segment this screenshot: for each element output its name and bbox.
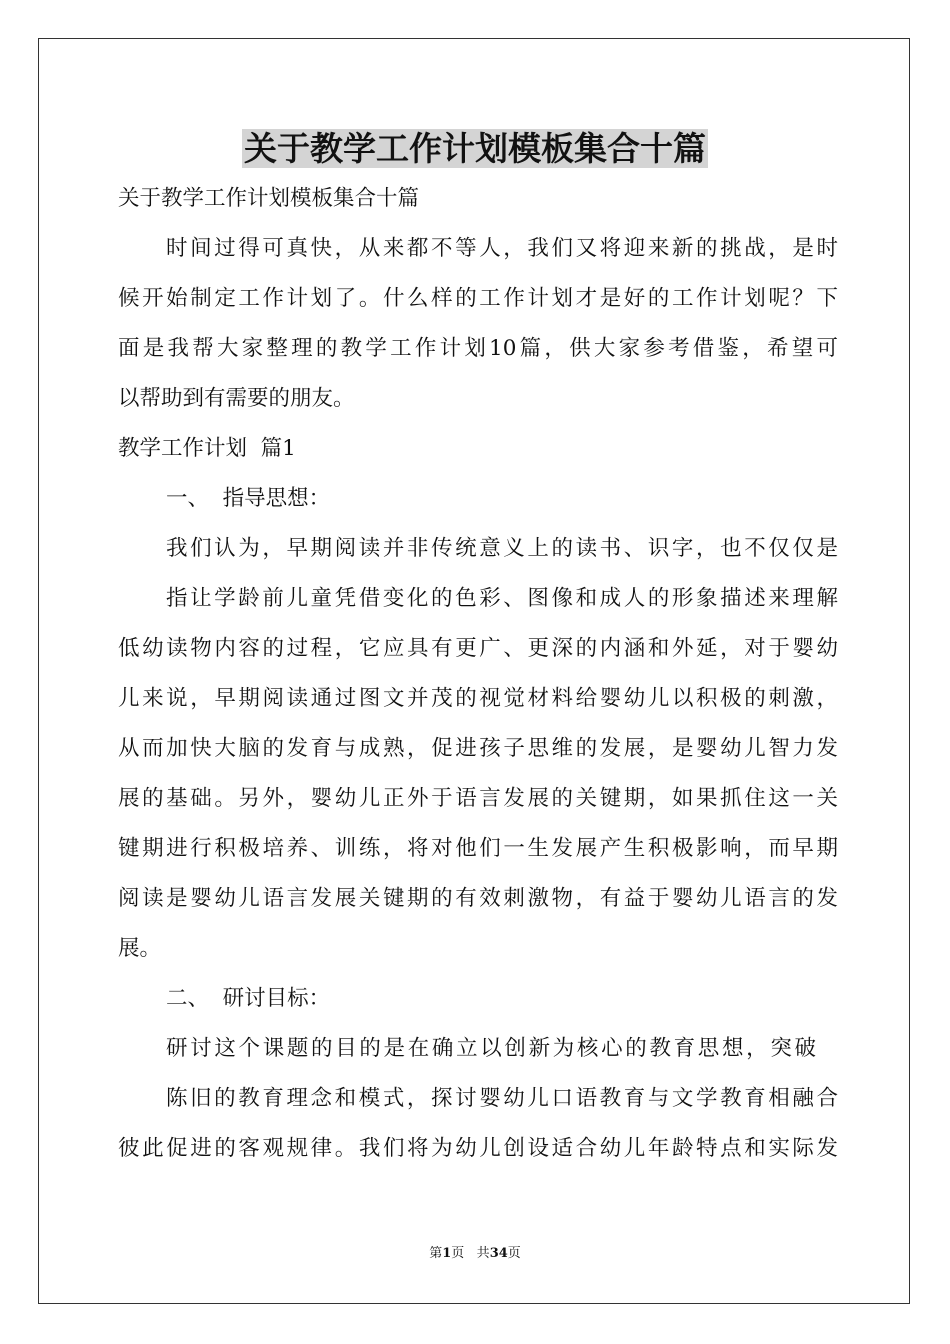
page-footer [0,1245,950,1263]
subtitle-line: 关于教学工作计划模板集合十篇 [118,186,420,211]
footer-page-number: 1 [442,1246,452,1261]
footer-total-suffix: 页 [507,1246,521,1261]
footer-page-suffix: 页 [451,1246,465,1261]
page-border [38,38,910,1304]
paragraph-line: 指让学龄前儿童凭借变化的色彩、图像和成人的形象描述来理解 [166,586,838,611]
paragraph-line: 从而加快大脑的发育与成熟，促进孩子思维的发展，是婴幼儿智力发 [118,736,838,761]
paragraph-line: 展。 [118,936,162,961]
footer-total-prefix: 共 [476,1246,490,1261]
paragraph-line: 候开始制定工作计划了。什么样的工作计划才是好的工作计划呢？下 [118,286,838,311]
paragraph-line: 键期进行积极培养、训练，将对他们一生发展产生积极影响，而早期 [118,836,838,861]
paragraph-line: 彼此促进的客观规律。我们将为幼儿创设适合幼儿年龄特点和实际发 [118,1136,838,1161]
subsection-heading: 一、 指导思想： [166,486,331,511]
paragraph-line: 我们认为，早期阅读并非传统意义上的读书、识字，也不仅仅是 [166,536,838,561]
paragraph-line: 以帮助到有需要的朋友。 [118,386,355,411]
paragraph-line: 低幼读物内容的过程，它应具有更广、更深的内涵和外延，对于婴幼 [118,636,838,661]
paragraph-line: 阅读是婴幼儿语言发展关键期的有效刺激物，有益于婴幼儿语言的发 [118,886,838,911]
paragraph-line: 陈旧的教育理念和模式，探讨婴幼儿口语教育与文学教育相融合 [166,1086,838,1111]
footer-total-pages: 34 [489,1246,508,1261]
document-title-text: 关于教学工作计划模板集合十篇 [244,129,706,168]
document-title [0,124,950,174]
paragraph-line: 面是我帮大家整理的教学工作计划10篇，供大家参考借鉴，希望可 [118,336,838,361]
footer-page-prefix: 第 [429,1246,443,1261]
paragraph-line: 时间过得可真快，从来都不等人，我们又将迎来新的挑战，是时 [166,236,838,261]
section-heading: 教学工作计划 篇1 [118,436,296,461]
paragraph-line: 展的基础。另外，婴幼儿正外于语言发展的关键期，如果抓住这一关 [118,786,838,811]
subsection-heading: 二、 研讨目标： [166,986,331,1011]
paragraph-line: 儿来说，早期阅读通过图文并茂的视觉材料给婴幼儿以积极的刺激， [118,686,838,711]
paragraph-line: 研讨这个课题的目的是在确立以创新为核心的教育思想，突破 [166,1036,816,1061]
